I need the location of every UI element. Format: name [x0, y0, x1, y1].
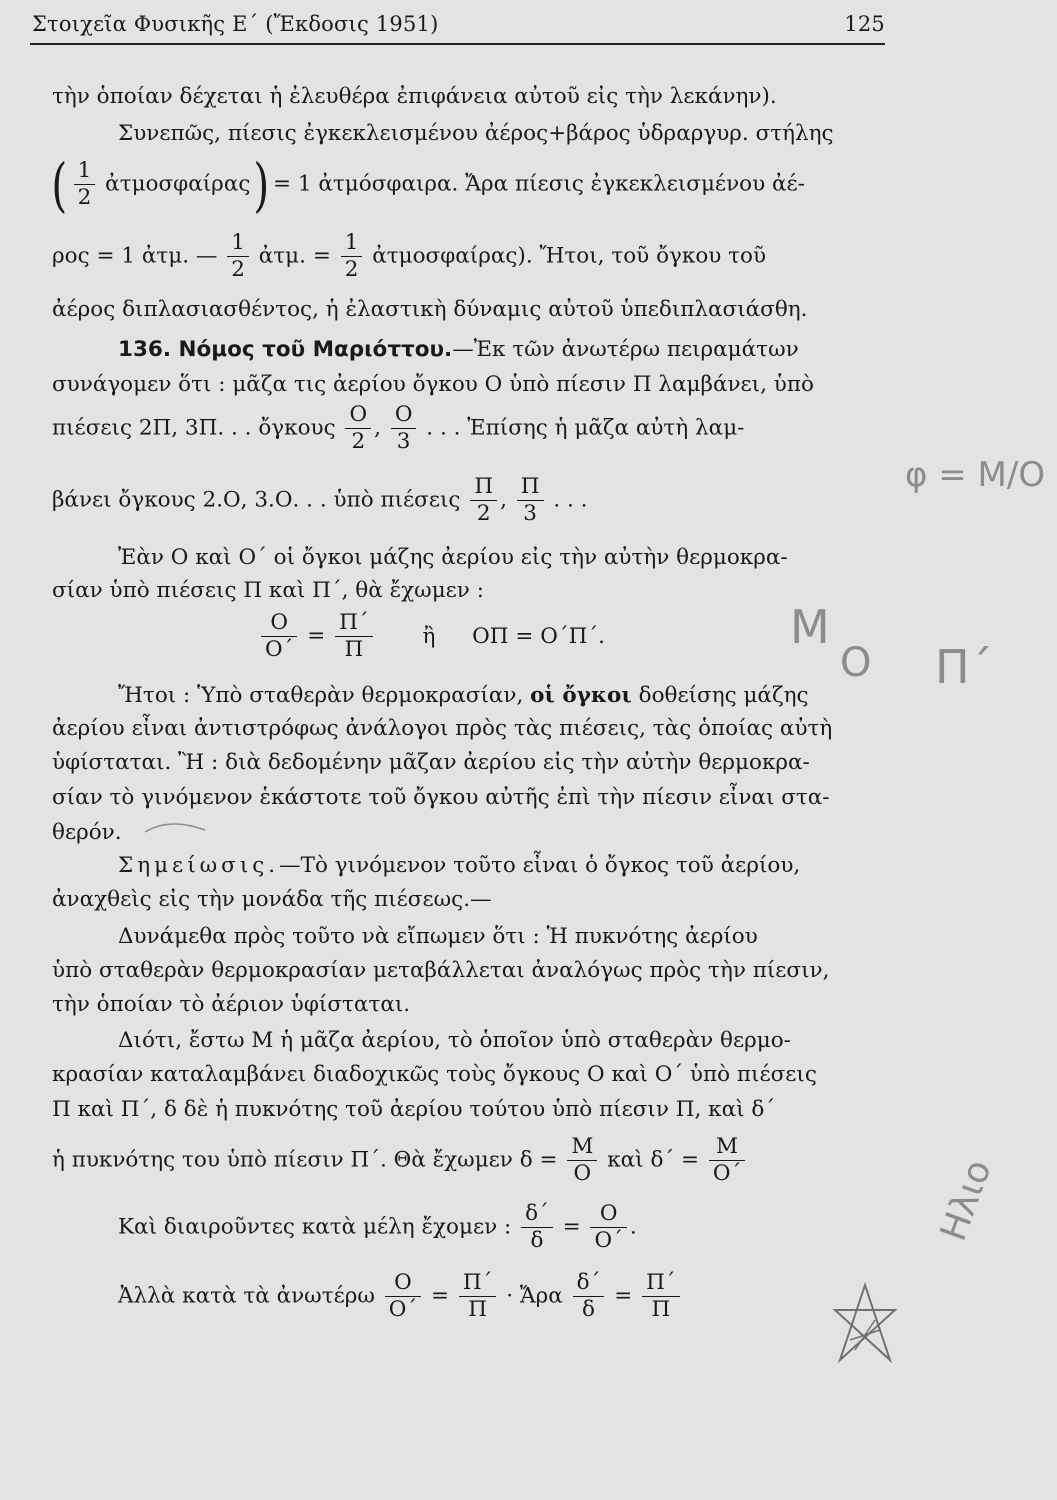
- text-line: ἀέρος διπλασιασθέντος, ἡ ἐλαστικὴ δύναμις αὐτοῦ ὑπεδιπλασιάσθη.: [52, 297, 808, 322]
- fraction: $\frac{O}{O΄}$: [385, 1270, 421, 1323]
- fraction: $\frac{O}{2}$: [345, 402, 371, 455]
- text-line: Ἀλλὰ κατὰ τὰ ἀνωτέρω $\frac{O}{O΄}$ = $\frac{\Pi΄}{\Pi}$ · Ἄρα $\frac{\delta΄}{\delta}$ = $\frac{\Pi΄}{\Pi}$: [118, 1270, 683, 1323]
- fraction: $\frac{1}{2}$: [227, 230, 249, 283]
- fraction: $\frac{O}{O΄}$: [590, 1201, 626, 1254]
- text-line: ὑπὸ σταθερὰν θερμοκρασίαν μεταβάλλεται ἀναλόγως πρὸς τὴν πίεσιν,: [52, 958, 830, 983]
- fraction: $\frac{O}{O΄}$: [261, 610, 297, 663]
- text-line: σίαν ὑπὸ πιέσεις Π καὶ Π΄, θὰ ἔχωμεν :: [52, 578, 484, 603]
- fraction: $\frac{\Pi΄}{\Pi}$: [642, 1270, 680, 1323]
- text-line: ἀερίου εἶναι ἀντιστρόφως ἀνάλογοι πρὸς τὰς πιέσεις, τὰς ὁποίας αὐτὴ: [52, 716, 833, 741]
- text-line: Διότι, ἔστω Μ ἡ μᾶζα ἀερίου, τὸ ὁποῖον ὑπὸ σταθερὰν θερμο-: [118, 1028, 791, 1053]
- text-line: Συνεπῶς, πίεσις ἐγκεκλεισμένου ἀέρος+βάρος ὑδραργυρ. στήλης: [118, 121, 834, 146]
- header-rule: [30, 43, 885, 45]
- fraction: $\frac{\delta΄}{\delta}$: [573, 1270, 605, 1323]
- handwritten-note: Π΄: [935, 640, 993, 694]
- fraction: $\frac{1}{2}$: [74, 158, 96, 211]
- text-line: Ἤτοι : Ὑπὸ σταθερὰν θερμοκρασίαν, οἱ ὄγκοι δοθείσης μάζης: [118, 683, 809, 708]
- text-line: Ἐὰν Ο καὶ Ο΄ οἱ ὄγκοι μάζης ἀερίου εἰς τὴν αὐτὴν θερμοκρα-: [118, 545, 788, 570]
- fraction: $\frac{O}{3}$: [391, 402, 417, 455]
- fraction: $\frac{M}{O}$: [567, 1134, 597, 1187]
- text-line: ( $\frac{1}{2}$ ἀτμοσφαίρας) = 1 ἀτμόσφαιρα. Ἄρα πίεσις ἐγκεκλεισμένου ἀέ-: [51, 150, 805, 219]
- text-line: ρος = 1 ἀτμ. — $\frac{1}{2}$ ἀτμ. = $\frac{1}{2}$ ἀτμοσφαίρας). Ἤτοι, τοῦ ὄγκου τοῦ: [52, 230, 767, 282]
- fraction: $\frac{\Pi}{3}$: [517, 474, 544, 527]
- star-doodle-icon: [830, 1280, 900, 1370]
- text-line: πιέσεις 2Π, 3Π. . . ὄγκους $\frac{O}{2}$ , $\frac{O}{3}$ . . . Ἐπίσης ἡ μᾶζα αὐτὴ λαμ-: [52, 402, 745, 454]
- handwritten-note: Μ: [790, 600, 830, 654]
- fraction: $\frac{\Pi΄}{\Pi}$: [459, 1270, 497, 1323]
- running-header: [32, 12, 885, 40]
- text-line: σίαν τὸ γινόμενον ἑκάστοτε τοῦ ὄγκου αὐτῆς ἐπὶ τὴν πίεσιν εἶναι στα-: [52, 785, 830, 810]
- text-line: Καὶ διαιροῦντες κατὰ μέλη ἔχομεν : $\frac{\delta΄}{\delta}$ = $\frac{O}{O΄}$ .: [118, 1201, 637, 1253]
- text-line: Π καὶ Π΄, δ δὲ ἡ πυκνότης τοῦ ἀερίου τούτου ὑπὸ πίεσιν Π, καὶ δ΄: [52, 1097, 776, 1122]
- fraction: $\frac{\Pi}{2}$: [470, 474, 497, 527]
- right-paren: ): [253, 150, 270, 219]
- book-title: Στοιχεῖα Φυσικῆς Ε΄ (Ἔκδοσις 1951): [32, 12, 439, 36]
- arrow-doodle-icon: [140, 812, 210, 842]
- fraction: $\frac{M}{O΄}$: [709, 1134, 745, 1187]
- text-line: Δυνάμεθα πρὸς τοῦτο νὰ εἴπωμεν ὅτι : Ἡ πυκνότης ἀερίου: [118, 924, 758, 949]
- text-line: βάνει ὄγκους 2.Ο, 3.Ο. . . ὑπὸ πιέσεις $\frac{\Pi}{2}$ , $\frac{\Pi}{3}$ . . .: [52, 474, 588, 526]
- text-line: κρασίαν καταλαμβάνει διαδοχικῶς τοὺς ὄγκους Ο καὶ Ο΄ ὑπὸ πιέσεις: [52, 1062, 817, 1087]
- text-line: θερόν.: [52, 820, 122, 845]
- note-line: Σημείωσις.—Τὸ γινόμενον τοῦτο εἶναι ὁ ὄγκος τοῦ ἀερίου,: [118, 853, 801, 878]
- handwritten-note: Ηλιο: [932, 1154, 1000, 1247]
- text-line: ὑφίσταται. Ἢ : διὰ δεδομένην μᾶζαν ἀερίου εἰς τὴν αὐτὴν θερμοκρα-: [52, 750, 810, 775]
- fraction: $\frac{\delta΄}{\delta}$: [521, 1201, 553, 1254]
- text-line: ἡ πυκνότης του ὑπὸ πίεσιν Π΄. Θὰ ἔχωμεν δ = $\frac{M}{O}$ καὶ δ΄ = $\frac{M}{O΄}$: [52, 1134, 748, 1187]
- text-line: ἀναχθεὶς εἰς τὴν μονάδα τῆς πιέσεως.—: [52, 887, 492, 912]
- equation-line: $\frac{O}{O΄}$ = $\frac{\Pi΄}{\Pi}$ ἢ ΟΠ = Ο΄Π΄.: [258, 610, 605, 663]
- section-title: 136. Νόμος τοῦ Μαριόττου.: [118, 337, 453, 362]
- text-line: τὴν ὁποίαν δέχεται ἡ ἐλευθέρα ἐπιφάνεια αὐτοῦ εἰς τὴν λεκάνην).: [52, 84, 777, 109]
- page-number: 125: [844, 12, 885, 36]
- fraction: $\frac{\Pi΄}{\Pi}$: [335, 610, 373, 663]
- fraction: $\frac{1}{2}$: [341, 230, 363, 283]
- note-label: Σημείωσις.: [118, 853, 280, 878]
- text-line: συνάγομεν ὅτι : μᾶζα τις ἀερίου ὄγκου Ο ὑπὸ πίεσιν Π λαμβάνει, ὑπὸ: [52, 372, 814, 397]
- left-paren: (: [51, 150, 68, 219]
- handwritten-note: φ = Μ/Ο: [905, 455, 1046, 495]
- text-line: τὴν ὁποίαν τὸ ἀέριον ὑφίσταται.: [52, 992, 411, 1017]
- section-heading-line: 136. Νόμος τοῦ Μαριόττου.—Ἐκ τῶν ἀνωτέρω πειραμάτων: [118, 337, 799, 362]
- handwritten-note: Ο: [840, 640, 872, 686]
